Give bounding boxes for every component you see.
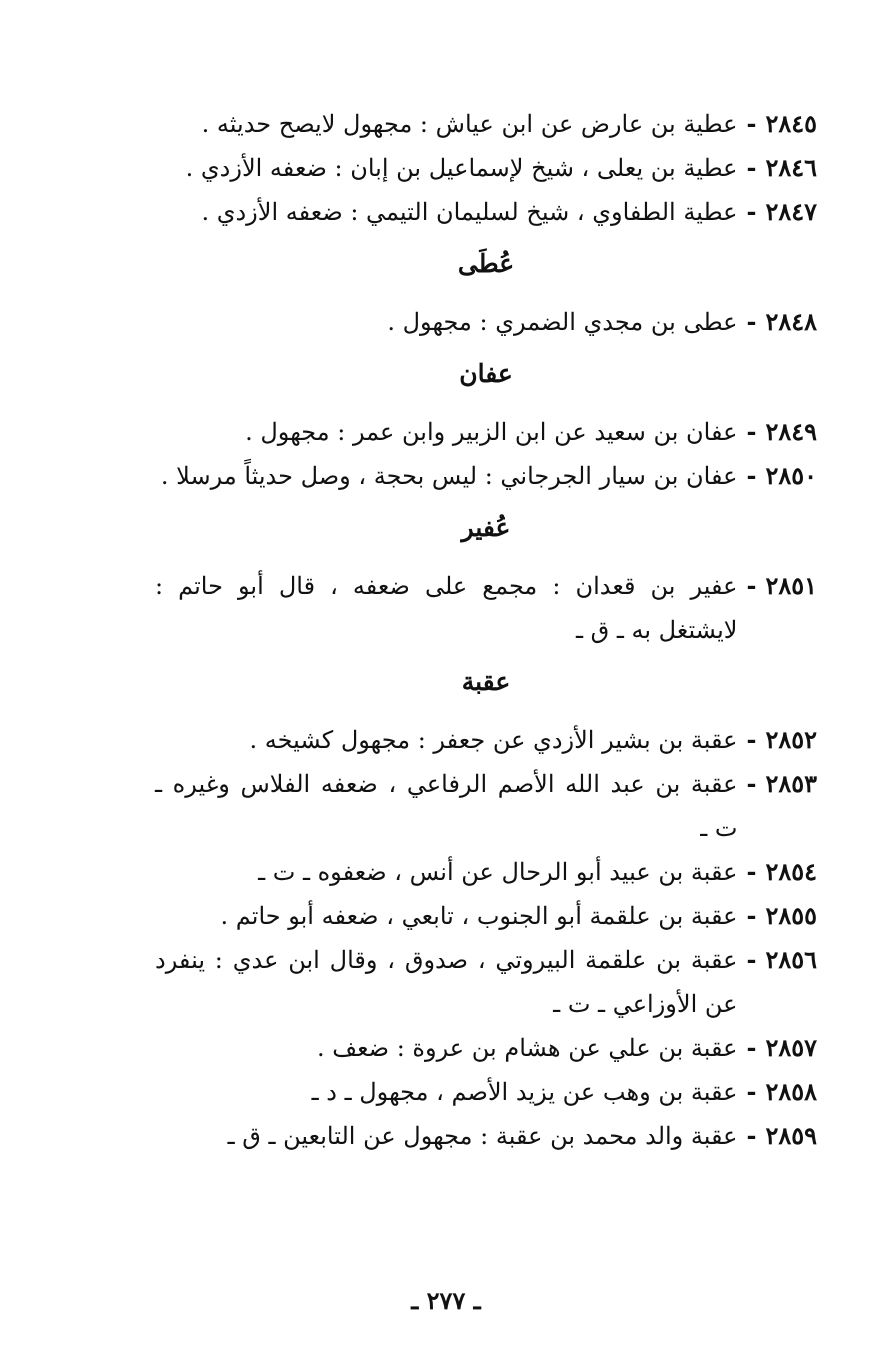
entry-number: ٢٨٤٧ — [765, 197, 817, 226]
entry-2855 — [155, 894, 817, 938]
entry-dash: - — [746, 769, 757, 798]
entry-text: عقبة بن بشير الأزدي عن جعفر : مجهول كشيخه . — [249, 726, 738, 754]
entry-2858 — [155, 1070, 817, 1114]
page-body — [155, 102, 817, 1158]
entry-dash: - — [746, 153, 757, 182]
section-heading-uqba: عقبة — [461, 667, 511, 696]
entry-text: عطية بن يعلى ، شيخ لإسماعيل بن إبان : ضعفه الأزدي . — [185, 154, 738, 182]
entry-dash: - — [746, 725, 757, 754]
entry-2857 — [155, 1026, 817, 1070]
entry-2853 — [155, 762, 817, 850]
entry-number: ٢٨٥٥ — [765, 901, 817, 930]
entry-text: عفان بن سيار الجرجاني : ليس بحجة ، وصل حديثاً مرسلا . — [160, 462, 738, 490]
entry-2846 — [155, 146, 817, 190]
entry-number: ٢٨٤٥ — [765, 109, 817, 138]
entry-dash: - — [746, 901, 757, 930]
entry-text: عقبة بن عبيد أبو الرحال عن أنس ، ضعفوه ـ ت ـ — [258, 858, 738, 886]
section-heading-ufayr: عُفير — [461, 513, 511, 542]
entry-text: عطية بن عارض عن ابن عياش : مجهول لايصح حديثه . — [201, 110, 738, 138]
entry-2847 — [155, 190, 817, 234]
entry-2848 — [155, 300, 817, 344]
entry-text: عفير بن قعدان : مجمع على ضعفه ، قال أبو حاتم : لايشتغل به ـ ق ـ — [155, 572, 738, 644]
entry-dash: - — [746, 461, 757, 490]
entry-number: ٢٨٥٨ — [765, 1077, 817, 1106]
entry-text: عقبة بن عبد الله الأصم الرفاعي ، ضعفه الفلاس وغيره ـ ت ـ — [155, 770, 738, 842]
entry-2859 — [155, 1114, 817, 1158]
entry-dash: - — [746, 197, 757, 226]
entry-2854 — [155, 850, 817, 894]
entry-number: ٢٨٥٩ — [765, 1121, 817, 1150]
entry-number: ٢٨٥٠ — [765, 461, 817, 490]
entry-number: ٢٨٤٨ — [765, 307, 817, 336]
entry-2851 — [155, 564, 817, 652]
entry-dash: - — [746, 109, 757, 138]
entry-text: عقبة والد محمد بن عقبة : مجهول عن التابعين ـ ق ـ — [227, 1122, 738, 1150]
entry-2845 — [155, 102, 817, 146]
entry-text: عطى بن مجدي الضمري : مجهول . — [387, 308, 738, 336]
entry-dash: - — [746, 945, 757, 974]
entry-dash: - — [746, 1121, 757, 1150]
entry-dash: - — [746, 1033, 757, 1062]
entry-number: ٢٨٤٦ — [765, 153, 817, 182]
entry-number: ٢٨٤٩ — [765, 417, 817, 446]
entry-dash: - — [746, 1077, 757, 1106]
entry-dash: - — [746, 417, 757, 446]
entry-number: ٢٨٥٧ — [765, 1033, 817, 1062]
entry-number: ٢٨٥٢ — [765, 725, 817, 754]
entry-text: عقبة بن علقمة البيروتي ، صدوق ، وقال ابن عدي : ينفرد عن الأوزاعي ـ ت ـ — [155, 946, 738, 1018]
entry-number: ٢٨٥٦ — [765, 945, 817, 974]
section-heading-affan: عفان — [459, 359, 513, 388]
entry-number: ٢٨٥٣ — [765, 769, 817, 798]
entry-dash: - — [746, 571, 757, 600]
entry-2850 — [155, 454, 817, 498]
entry-number: ٢٨٥٤ — [765, 857, 817, 886]
entry-2849 — [155, 410, 817, 454]
page-number: ـ ٢٧٧ ـ — [411, 1286, 481, 1315]
entry-2856 — [155, 938, 817, 1026]
entry-text: عطية الطفاوي ، شيخ لسليمان التيمي : ضعفه الأزدي . — [201, 198, 738, 226]
entry-dash: - — [746, 307, 757, 336]
entry-dash: - — [746, 857, 757, 886]
entry-text: عقبة بن علقمة أبو الجنوب ، تابعي ، ضعفه أبو حاتم . — [220, 902, 738, 930]
entry-number: ٢٨٥١ — [765, 571, 817, 600]
entry-text: عقبة بن علي عن هشام بن عروة : ضعف . — [317, 1034, 738, 1062]
section-heading-ata: عُطَى — [457, 249, 515, 278]
entry-2852 — [155, 718, 817, 762]
entry-text: عفان بن سعيد عن ابن الزبير وابن عمر : مجهول . — [245, 418, 738, 446]
entry-text: عقبة بن وهب عن يزيد الأصم ، مجهول ـ د ـ — [311, 1078, 738, 1106]
